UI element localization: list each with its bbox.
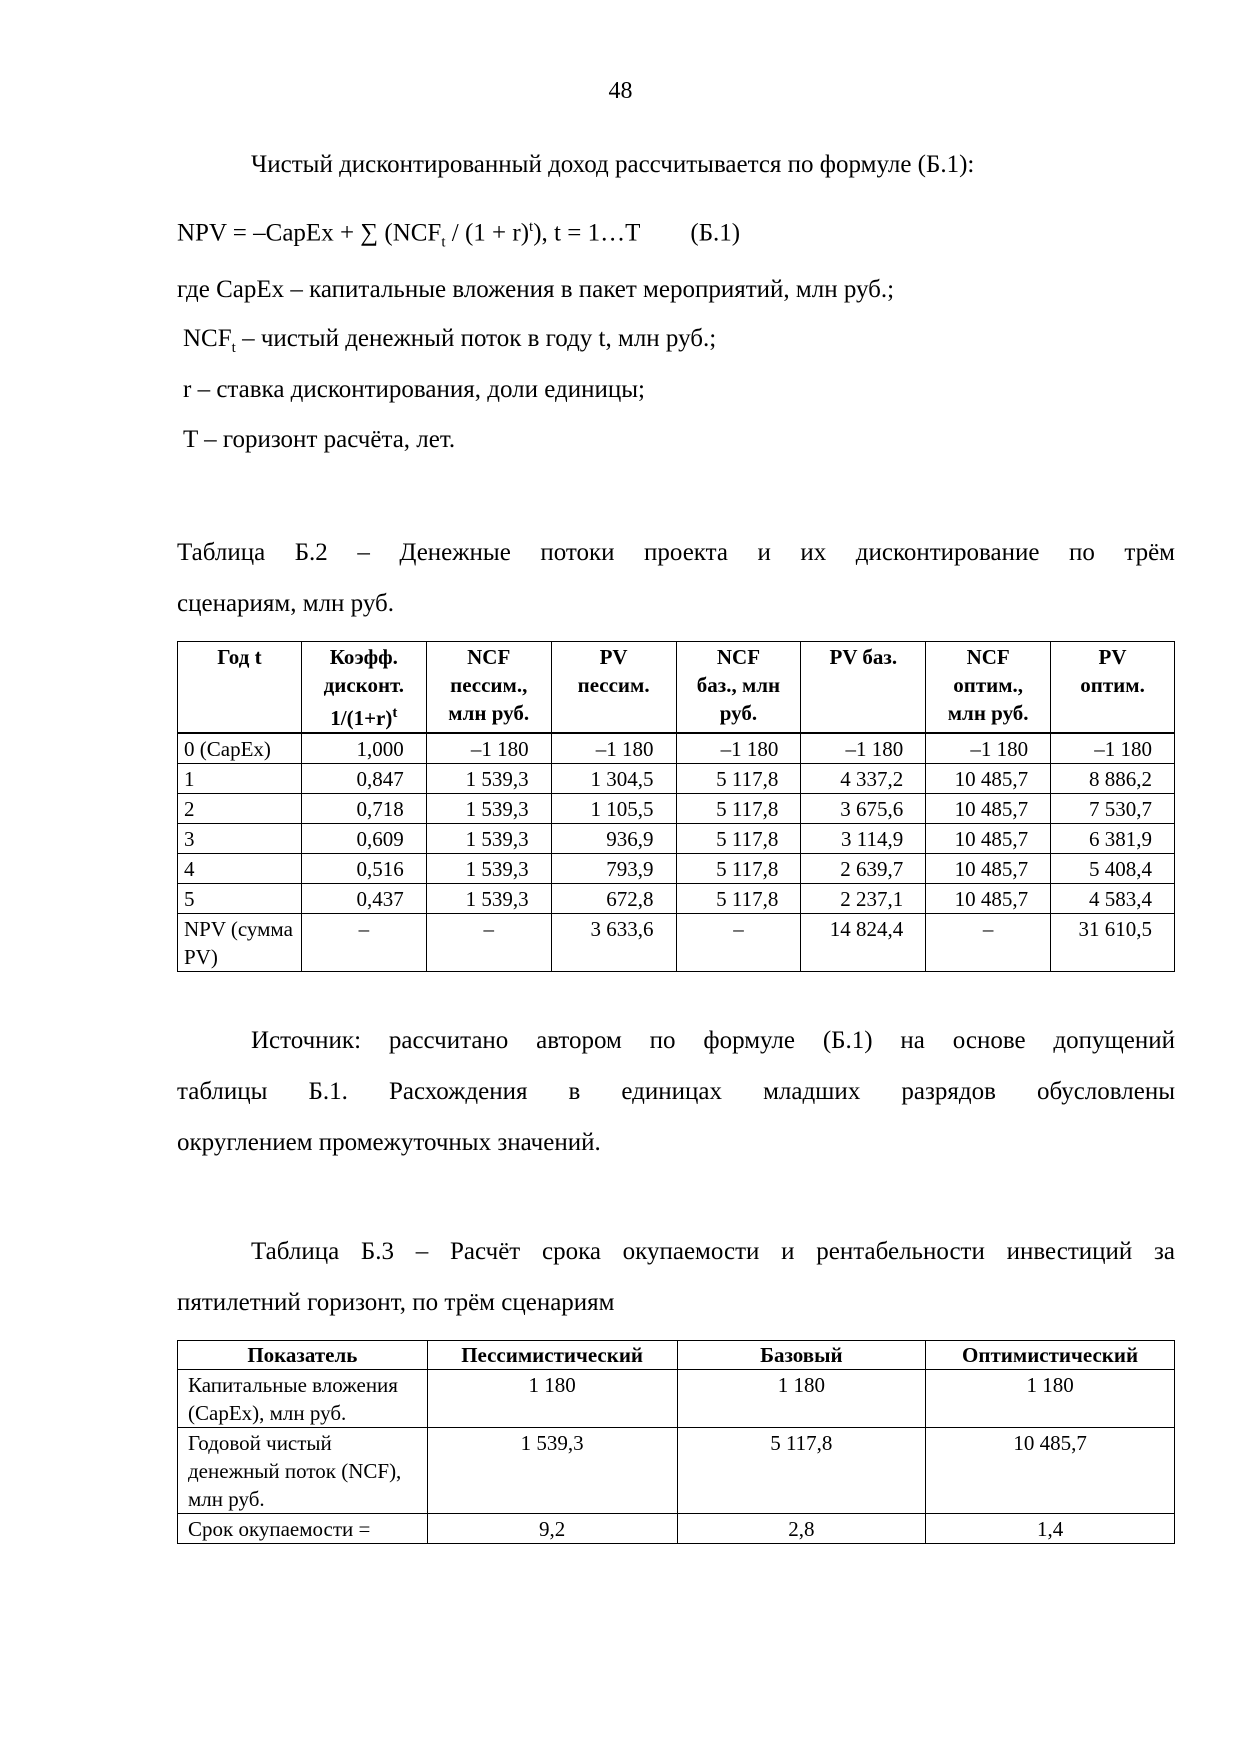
table-row (178, 764, 1175, 794)
table-cell: 4 583,4 (1051, 884, 1175, 914)
source-line: таблицы Б.1. Расхождения в единицах младших разрядов обусловлены (177, 1078, 1175, 1105)
intro-text: Чистый дисконтированный доход рассчитывается по формуле (Б.1): (251, 151, 975, 178)
header-text: NCF (716, 645, 761, 669)
source-line: Источник: рассчитано автором по формуле (Б.1) на основе допущений (251, 1027, 1175, 1054)
definition-ncf-name: NCF (183, 325, 232, 352)
table-header-cell (926, 642, 1051, 734)
table-cell: 1 539,3 (426, 794, 551, 824)
table-header-cell (801, 642, 926, 734)
table-header-cell: Пессимистический (427, 1341, 677, 1370)
table-cell: 2 237,1 (801, 884, 926, 914)
header-text: руб. (719, 701, 758, 725)
table-cell: 2 639,7 (801, 854, 926, 884)
definition-ncf-sub: t (231, 340, 236, 356)
table-cell: 1 539,3 (426, 824, 551, 854)
table-cell: –1 180 (801, 733, 926, 764)
caption-line: Таблица Б.2 – Денежные потоки проекта и их дисконтирование по трём (177, 539, 1175, 566)
table-cell: 1 539,3 (426, 884, 551, 914)
table-row (178, 884, 1175, 914)
table-cell: 1 539,3 (426, 764, 551, 794)
definition-capex: где CapEx – капитальные вложения в пакет мероприятий, млн руб.; (177, 276, 895, 303)
table-cell: 10 485,7 (926, 794, 1051, 824)
page-number: 48 (608, 78, 633, 104)
table-cell: –1 180 (551, 733, 676, 764)
header-text: оптим., (953, 673, 1024, 697)
table-cell: 1 539,3 (426, 854, 551, 884)
table-row (178, 794, 1175, 824)
table-cell: –1 180 (1051, 733, 1175, 764)
table-header-row (178, 1341, 1175, 1370)
row-label-cell: 5 (178, 884, 302, 914)
table-cell: 10 485,7 (926, 1428, 1175, 1514)
header-text: пессим. (577, 673, 650, 697)
caption-line: сценариям, млн руб. (177, 590, 394, 617)
table-cell: 0,609 (301, 824, 426, 854)
table-row (178, 1514, 1175, 1544)
table-cell: – (426, 914, 551, 972)
table-cell: 10 485,7 (926, 764, 1051, 794)
header-text: NCF (966, 645, 1010, 669)
table-cell: 1 180 (427, 1370, 677, 1428)
table-cell: 936,9 (551, 824, 676, 854)
table-header-cell: Оптимистический (926, 1341, 1175, 1370)
formula-sub: t (441, 234, 446, 251)
table-header-cell: Показатель (178, 1341, 428, 1370)
header-text: пессим., (450, 673, 528, 697)
row-label-cell: Годовой чистый денежный поток (NCF), млн руб. (178, 1428, 428, 1514)
table-cell: 3 114,9 (801, 824, 926, 854)
table-header-cell (301, 642, 426, 734)
table-cell: 672,8 (551, 884, 676, 914)
table-cell: 5 117,8 (676, 854, 801, 884)
table-cell: 793,9 (551, 854, 676, 884)
table-cell: 5 117,8 (676, 764, 801, 794)
table-cell: 1,000 (301, 733, 426, 764)
table-cell: 6 381,9 (1051, 824, 1175, 854)
row-label-cell: Срок окупаемости = (178, 1514, 428, 1544)
table-b3 (177, 1340, 1175, 1544)
table-cell: 5 117,8 (676, 824, 801, 854)
table-header-cell (551, 642, 676, 734)
table-cell: 4 337,2 (801, 764, 926, 794)
table-cell: 3 633,6 (551, 914, 676, 972)
table-cell: 1 539,3 (427, 1428, 677, 1514)
table-row (178, 1370, 1175, 1428)
table-b2-source (177, 1015, 1175, 1168)
table-cell: 1 105,5 (551, 794, 676, 824)
table-cell: – (676, 914, 801, 972)
row-label-cell: 1 (178, 764, 302, 794)
table-cell: 1 180 (926, 1370, 1175, 1428)
formula-part: ), t = 1…T (533, 219, 641, 247)
header-text: 1/(1+r) (330, 706, 393, 730)
formula-sup: t (529, 219, 534, 235)
header-text: PV (599, 645, 628, 669)
table-cell: 31 610,5 (1051, 914, 1175, 972)
table-row (178, 914, 1175, 972)
table-cell: 1 180 (677, 1370, 926, 1428)
row-label-cell: 0 (CapEx) (178, 733, 302, 764)
header-text: оптим. (1080, 673, 1145, 697)
caption-line: Таблица Б.3 – Расчёт срока окупаемости и рентабельности инвестиций за (251, 1238, 1175, 1265)
formula-part: / (1 + r) (445, 219, 530, 247)
table-header-cell (178, 642, 302, 734)
caption-line: пятилетний горизонт, по трём сценариям (177, 1289, 615, 1316)
header-text: млн руб. (947, 701, 1029, 725)
table-cell: 2,8 (677, 1514, 926, 1544)
row-label-cell: 4 (178, 854, 302, 884)
row-label-cell: 3 (178, 824, 302, 854)
row-label-cell: Капитальные вложения (CapEx), млн руб. (178, 1370, 428, 1428)
definition-ncf (183, 324, 716, 363)
table-cell: 10 485,7 (926, 884, 1051, 914)
table-header-cell: Базовый (677, 1341, 926, 1370)
table-cell: –1 180 (426, 733, 551, 764)
table-cell: 14 824,4 (801, 914, 926, 972)
header-sup: t (392, 705, 398, 721)
formula-part: NPV = –CapEx + ∑ (NCF (177, 219, 442, 247)
table-cell: 1 304,5 (551, 764, 676, 794)
table-cell: 5 117,8 (677, 1428, 926, 1514)
source-line: округлением промежуточных значений. (177, 1129, 601, 1156)
table-cell: 5 408,4 (1051, 854, 1175, 884)
table-cell: 3 675,6 (801, 794, 926, 824)
table-cell: 0,718 (301, 794, 426, 824)
definition-ncf-text: – чистый денежный поток в году t, млн руб.; (235, 325, 717, 352)
table-cell: 1,4 (926, 1514, 1175, 1544)
header-text: NCF (467, 645, 511, 669)
row-label-cell: NPV (сумма PV) (178, 914, 302, 972)
formula-b1 (177, 212, 740, 257)
table-header-cell (676, 642, 801, 734)
table-cell: 5 117,8 (676, 884, 801, 914)
table-cell: –1 180 (926, 733, 1051, 764)
header-text: Год t (217, 645, 262, 669)
table-row (178, 854, 1175, 884)
table-b3-caption (177, 1226, 1175, 1328)
table-cell: –1 180 (676, 733, 801, 764)
table-header-row (178, 642, 1175, 734)
formula-label: (Б.1) (690, 219, 741, 247)
definition-r: r – ставка дисконтирования, доли единицы; (183, 376, 645, 403)
row-label-cell: 2 (178, 794, 302, 824)
table-cell: 8 886,2 (1051, 764, 1175, 794)
table-row (178, 1428, 1175, 1514)
table-b2-caption (177, 527, 1175, 629)
definition-T: T – горизонт расчёта, лет. (183, 426, 456, 453)
table-cell: – (301, 914, 426, 972)
table-cell: 0,516 (301, 854, 426, 884)
table-header-cell (426, 642, 551, 734)
header-text: дисконт. (323, 673, 405, 697)
header-text: баз., млн (696, 673, 781, 697)
table-cell: – (926, 914, 1051, 972)
table-cell: 0,437 (301, 884, 426, 914)
header-text: PV баз. (829, 645, 898, 669)
table-cell: 9,2 (427, 1514, 677, 1544)
table-cell: 0,847 (301, 764, 426, 794)
table-cell: 7 530,7 (1051, 794, 1175, 824)
table-header-cell (1051, 642, 1175, 734)
table-row (178, 733, 1175, 764)
table-row (178, 824, 1175, 854)
header-text: млн руб. (448, 701, 530, 725)
header-text: PV (1098, 645, 1127, 669)
header-text: Коэфф. (329, 645, 398, 669)
table-b2 (177, 641, 1175, 972)
table-cell: 5 117,8 (676, 794, 801, 824)
table-cell: 10 485,7 (926, 854, 1051, 884)
table-cell: 10 485,7 (926, 824, 1051, 854)
